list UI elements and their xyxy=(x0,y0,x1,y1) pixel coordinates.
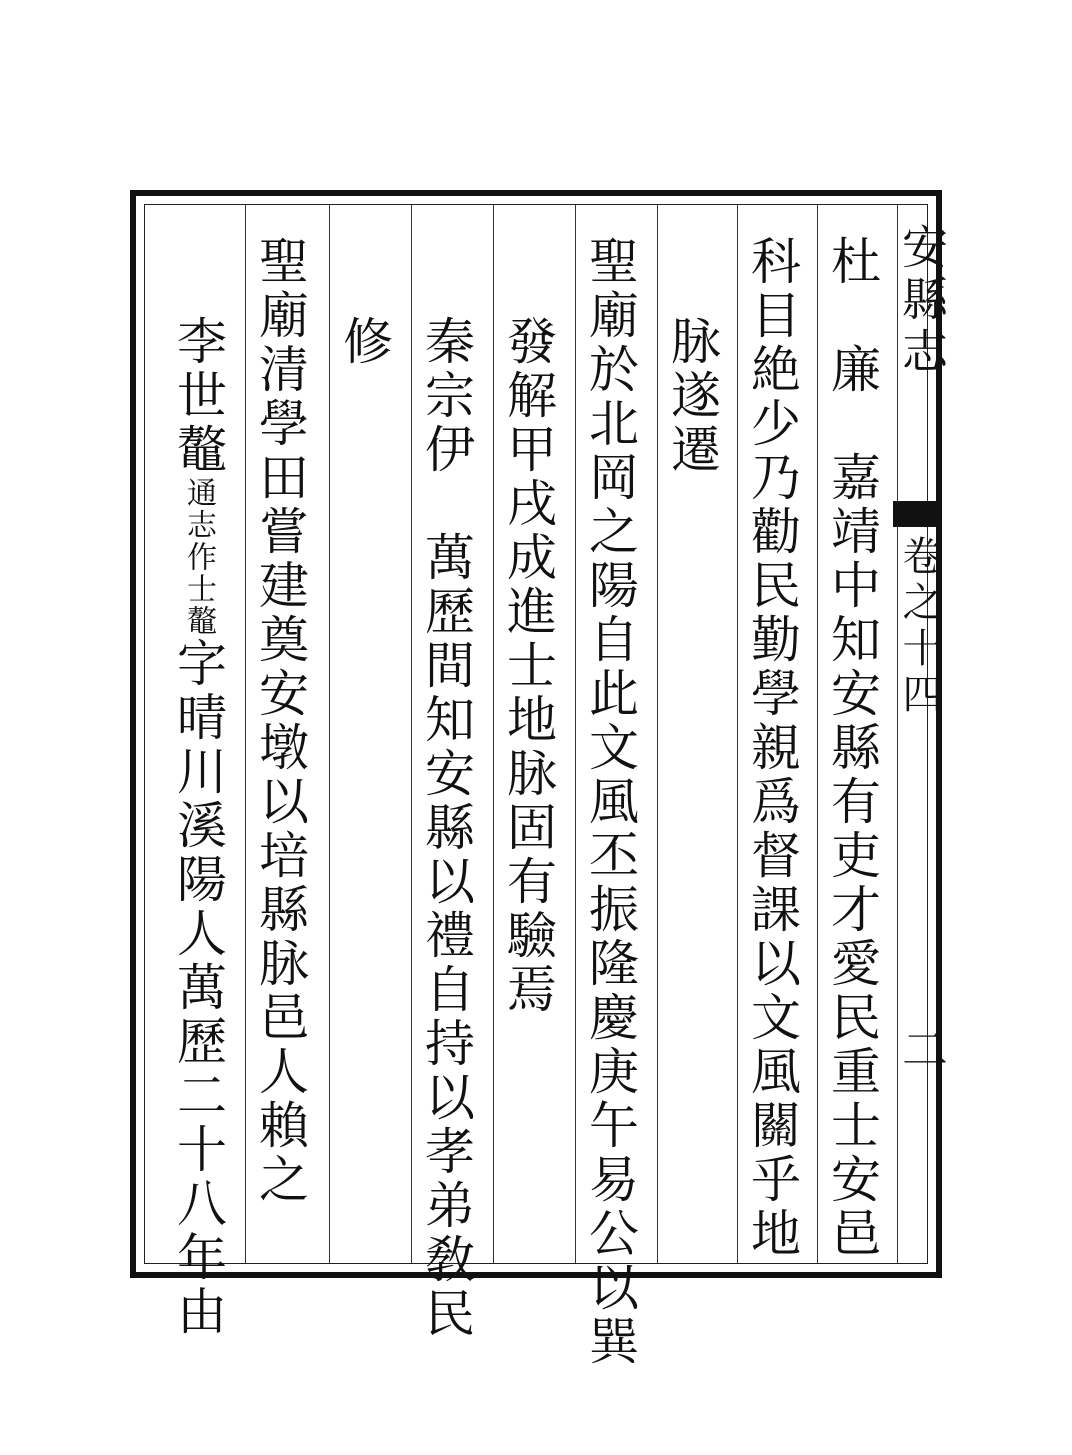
column-text: 嘉靖中知安縣有吏才愛民重士安邑 xyxy=(823,397,881,1261)
text-column-4 xyxy=(581,235,639,1369)
column-rule xyxy=(329,205,330,1263)
text-column-3 xyxy=(663,315,721,1243)
fish-tail-mark xyxy=(893,501,941,527)
text-column-1 xyxy=(823,235,881,1261)
column-note: 通志作士鼇 xyxy=(181,477,216,637)
text-column-8 xyxy=(251,235,309,1243)
column-text: 杜 廉 xyxy=(823,235,881,397)
column-rule xyxy=(493,205,494,1263)
column-rule xyxy=(657,205,658,1263)
text-column-6 xyxy=(417,315,475,1341)
page-frame xyxy=(130,190,949,1369)
column-text: 聖廟清學田嘗建奠安墩以培縣脉邑人賴之 xyxy=(251,235,309,1207)
margin-book-title: 安縣志 xyxy=(895,223,949,379)
text-column-9 xyxy=(169,315,227,1339)
text-column-5 xyxy=(499,315,557,1243)
column-rule xyxy=(737,205,738,1263)
column-text: 發解甲戌成進士地脉固有驗焉 xyxy=(499,315,557,1017)
text-column-2 xyxy=(743,235,801,1261)
column-text: 修 xyxy=(335,315,393,369)
column-text: 科目絶少乃勸民勤學親爲督課以文風關乎地 xyxy=(743,235,801,1261)
column-text: 秦宗伊 萬歷間知安縣以禮自持以孝弟敎民 xyxy=(417,315,475,1341)
column-text: 脉遂遷 xyxy=(663,315,721,477)
column-text: 字晴川溪陽人萬歷二十八年由 xyxy=(169,637,227,1339)
inner-frame xyxy=(144,204,949,1369)
column-text: 鼇 xyxy=(169,423,227,477)
column-text: 李世 xyxy=(169,315,227,423)
column-text: 聖廟於北岡之陽自此文風丕振隆慶庚午易公以巽 xyxy=(581,235,639,1369)
column-rule xyxy=(245,205,246,1263)
margin-volume: 卷之十四 xyxy=(896,535,942,719)
margin-page-number: 二 xyxy=(895,1025,949,1077)
column-rule xyxy=(575,205,576,1263)
text-column-7 xyxy=(335,315,393,1243)
column-rule xyxy=(411,205,412,1263)
column-rule xyxy=(817,205,818,1263)
